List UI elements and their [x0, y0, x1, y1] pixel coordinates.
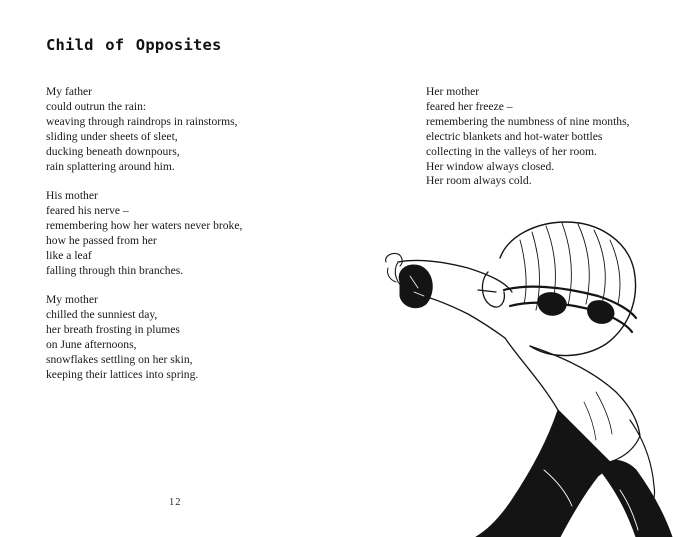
poem-line: chilled the sunniest day,: [46, 307, 158, 321]
poem-line: His mother: [46, 189, 98, 202]
poem-line: remembering how her waters never broke,: [46, 218, 243, 232]
poem-line: Her mother: [426, 85, 480, 98]
poem-line: feared her freeze –: [426, 99, 513, 113]
stanza-3: [46, 293, 198, 382]
poem-line: electric blankets and hot-water bottles: [426, 129, 603, 143]
poem-line: sliding under sheets of sleet,: [46, 129, 178, 143]
page-number: 12: [169, 497, 182, 508]
boy-throwing-stone-illustration: [380, 215, 700, 537]
poem-line: on June afternoons,: [46, 337, 137, 351]
poem-line: snowflakes settling on her skin,: [46, 352, 193, 366]
poem-line: keeping their lattices into spring.: [46, 367, 199, 381]
poem-line: falling through thin branches.: [46, 263, 184, 277]
poem-line: rain splattering around him.: [46, 159, 175, 173]
poem-line: Her room always cold.: [426, 174, 532, 188]
poem-title: Child of Opposites: [46, 36, 222, 54]
poem-line: remembering the numbness of nine months,: [426, 114, 630, 128]
stanza-2: [46, 189, 242, 278]
poem-line: Her window always closed.: [426, 159, 555, 173]
stanza-4: [426, 85, 630, 189]
poem-line: collecting in the valleys of her room.: [426, 144, 597, 158]
poem-line: feared his nerve –: [46, 203, 129, 217]
poem-line: weaving through raindrops in rainstorms,: [46, 114, 238, 128]
poem-line: her breath frosting in plumes: [46, 322, 180, 336]
poem-line: My mother: [46, 293, 98, 306]
poem-line: My father: [46, 85, 93, 98]
poem-line: ducking beneath downpours,: [46, 144, 180, 158]
stanza-1: [46, 85, 238, 174]
poem-line: like a leaf: [46, 248, 92, 262]
poem-line: how he passed from her: [46, 233, 157, 247]
poem-line: could outrun the rain:: [46, 99, 147, 113]
